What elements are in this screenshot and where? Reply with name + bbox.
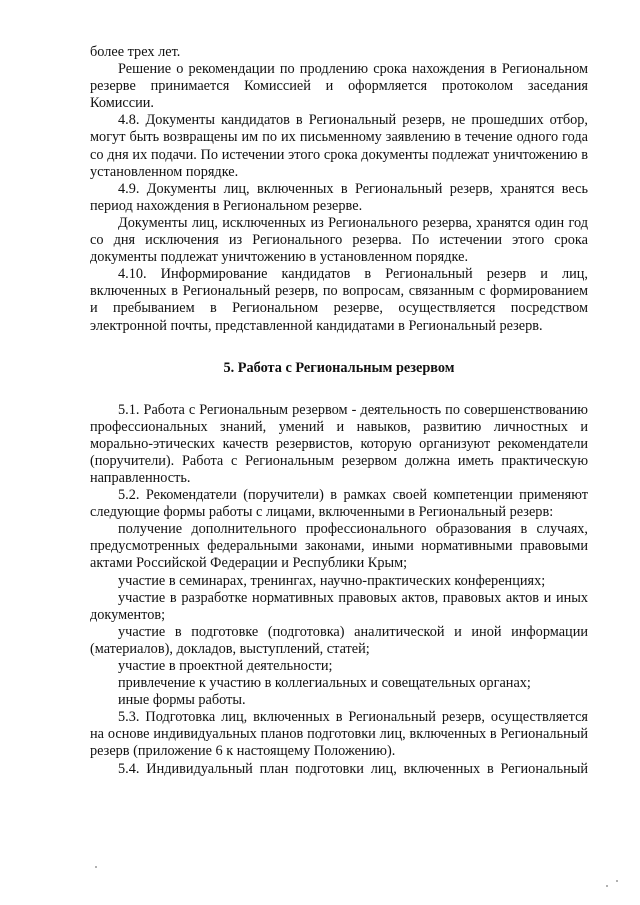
paragraph: участие в подготовке (подготовка) аналитической и иной информации (материалов), докладов, выступлений, статей;: [90, 623, 588, 657]
paragraph: участие в семинарах, тренингах, научно-практических конференциях;: [118, 572, 546, 589]
paragraph: иные формы работы.: [118, 692, 246, 709]
paragraph: участие в разработке нормативных правовых актов, правовых актов и иных документов;: [90, 589, 588, 623]
paragraph: 4.9. Документы лиц, включенных в Региональный резерв, хранятся весь период нахождения в Региональном резерве.: [90, 180, 588, 214]
paragraph: получение дополнительного профессионального образования в случаях, предусмотренных федеральными законами, иными нормативными правовыми актами Российской Федерации и Республики Крым;: [90, 521, 588, 572]
section-title: 5. Работа с Региональным резервом: [223, 359, 455, 376]
paragraph: 5.2. Рекомендатели (поручители) в рамках своей компетенции применяют следующие формы работы с лицами, включенными в Региональный резерв:: [90, 487, 588, 521]
paragraph: привлечение к участию в коллегиальных и совещательных органах;: [118, 675, 531, 692]
section-4-text: [90, 44, 588, 335]
paragraph: более трех лет.: [90, 44, 181, 60]
paragraph: 4.8. Документы кандидатов в Региональный резерв, не прошедших отбор, могут быть возвращены им по их письменному заявлению в течение одного года со дня их подачи. По истечении этого срока документы подлежат уничтожению в установленном порядке.: [90, 112, 588, 180]
paragraph: Решение о рекомендации по продлению срока нахождения в Региональном резерве принимается Комиссией и оформляется протоколом заседания Комиссии.: [90, 61, 588, 112]
scan-speck: [95, 866, 97, 868]
paragraph: 5.3. Подготовка лиц, включенных в Региональный резерв, осуществляется на основе индивидуальных планов подготовки лиц, включенных в Региональный резерв (приложение 6 к настоящему Положению).: [90, 709, 588, 760]
section-5-text: [90, 402, 588, 778]
document-body: [90, 44, 588, 778]
paragraph: 5.4. Индивидуальный план подготовки лиц, включенных в Региональный: [118, 760, 588, 777]
scan-speck: [606, 885, 608, 887]
paragraph: Документы лиц, исключенных из Регионального резерва, хранятся один год со дня исключения из Регионального резерва. По истечении этого срока документы подлежат уничтожению в установленном порядке.: [90, 214, 588, 266]
paragraph: участие в проектной деятельности;: [118, 658, 333, 674]
scan-speck: [616, 880, 618, 882]
paragraph: 5.1. Работа с Региональным резервом - деятельность по совершенствованию профессиональных знаний, умений и навыков, развитию личностных и морально-этических качеств резервистов, которую организуют рекомендатели (поручители). Работа с Региональным резервом должна иметь практическую направленность.: [90, 401, 588, 486]
paragraph: 4.10. Информирование кандидатов в Региональный резерв и лиц, включенных в Региональный резерв, по вопросам, связанным с формированием и пребыванием в Региональном резерве, осуществляется посредством электронной почты, представленной кандидатами в Региональный резерв.: [90, 266, 588, 334]
